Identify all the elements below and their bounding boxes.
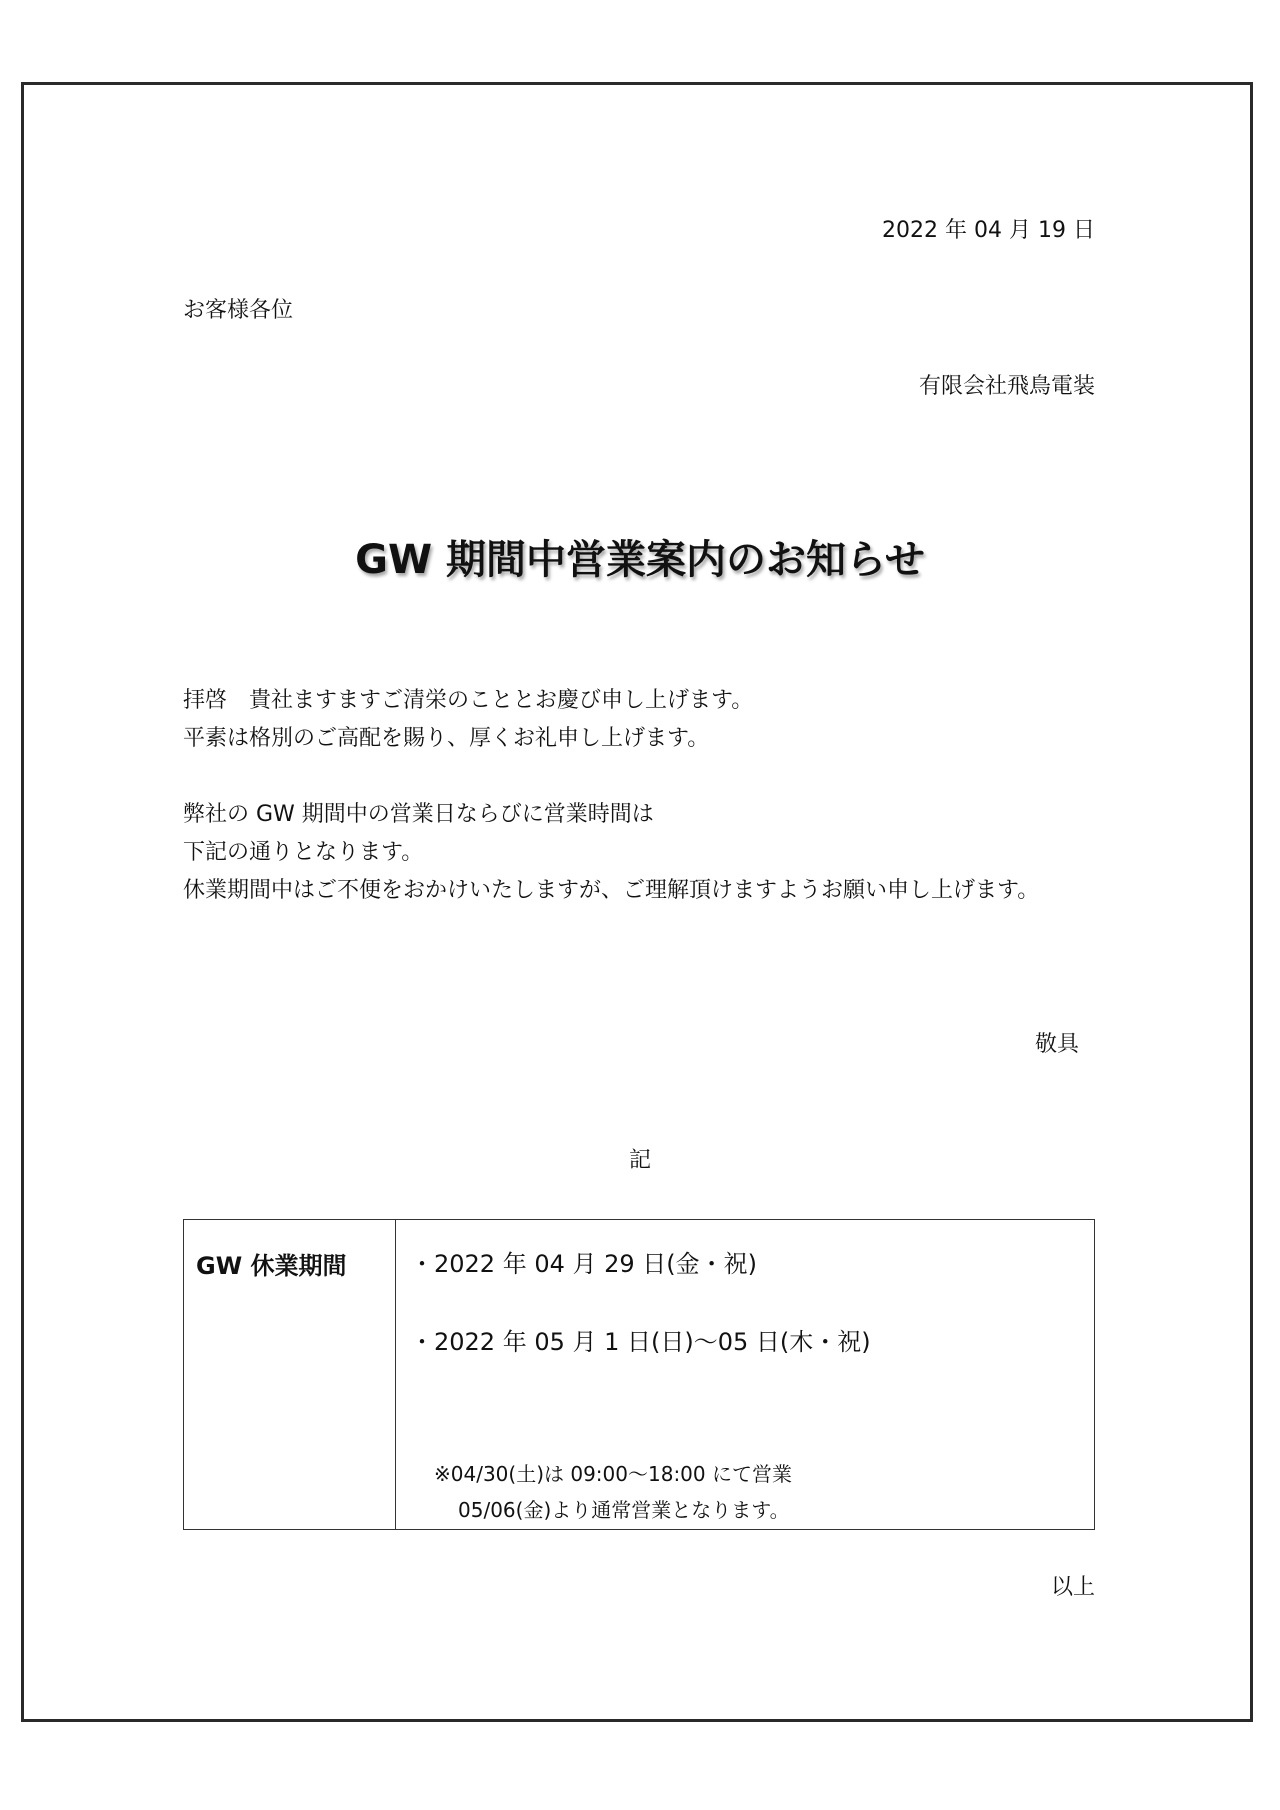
ki-heading: 記	[628, 1148, 651, 1173]
holiday-period: ・2022 年 05 月 1 日(日)～05 日(木・祝)	[410, 1328, 871, 1356]
business-note: ※04/30(土)は 09:00～18:00 にて営業	[434, 1462, 792, 1486]
document-title: GW 期間中営業案内のお知らせ	[355, 537, 925, 583]
body-line: 平素は格別のご高配を賜り、厚くお礼申し上げます。	[183, 726, 710, 751]
holiday-period: ・2022 年 04 月 29 日(金・祝)	[410, 1250, 758, 1278]
holiday-table	[183, 1219, 1095, 1530]
recipient: お客様各位	[183, 298, 294, 323]
body-line: 弊社の GW 期間中の営業日ならびに営業時間は	[183, 802, 654, 827]
holiday-label: GW 休業期間	[196, 1252, 347, 1280]
closing-remark: 敬具	[1034, 1032, 1079, 1057]
end-remark: 以上	[1050, 1575, 1095, 1600]
holiday-content-cell	[396, 1220, 1095, 1530]
business-note: 05/06(金)より通常営業となります。	[458, 1498, 790, 1522]
notice-paragraph	[183, 796, 1039, 910]
sender-company: 有限会社飛鳥電装	[918, 374, 1095, 399]
table-row	[184, 1220, 1095, 1530]
greeting-paragraph	[183, 682, 753, 758]
body-line: 拝啓 貴社ますますご清栄のこととお慶び申し上げます。	[183, 688, 754, 713]
letter-date: 2022 年 04 月 19 日	[882, 218, 1095, 243]
body-line: 休業期間中はご不便をおかけいたしますが、ご理解頂けますようお願い申し上げます。	[183, 878, 1040, 903]
holiday-label-cell	[184, 1220, 396, 1530]
body-line: 下記の通りとなります。	[183, 840, 424, 865]
